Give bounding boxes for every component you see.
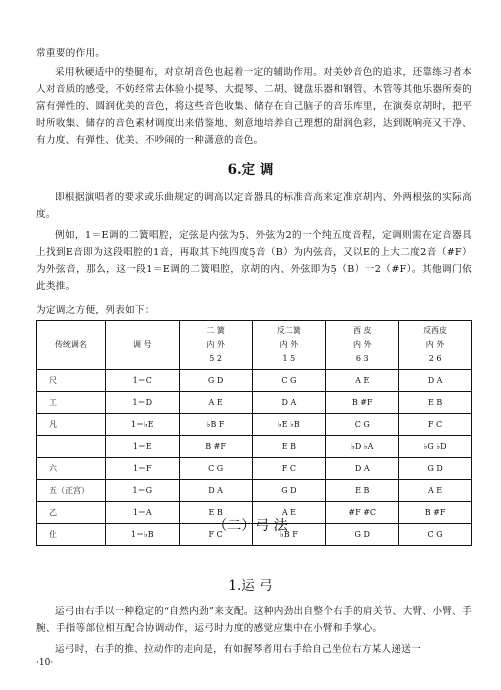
row-cell: G D <box>252 480 326 502</box>
row-cell: A E <box>326 370 399 392</box>
row-key: 1＝C <box>105 370 179 392</box>
row-cell: B #F <box>326 392 399 414</box>
group-sub: 内 外 <box>206 340 225 349</box>
group-sub: 内 外 <box>425 340 445 349</box>
row-cell: ♭D ♭A <box>326 436 399 458</box>
table-row <box>37 414 472 436</box>
paragraph: 运弓时，右手的推、拉动作的走向是，有如握琴者用右手给自己坐位右方某人递送一 <box>55 644 422 655</box>
row-cell: G D <box>179 370 252 392</box>
row-name <box>37 436 106 458</box>
table-row <box>37 480 472 502</box>
table-header-row <box>37 321 472 370</box>
group-nums: 2 6 <box>428 354 442 363</box>
row-key: 1＝♭B <box>105 524 179 546</box>
group-name: 反二簧 <box>276 326 301 335</box>
row-cell: G D <box>326 524 399 546</box>
group-sub: 内 外 <box>352 340 372 349</box>
page-number: ·10· <box>36 658 54 668</box>
group-name: 二 簧 <box>206 326 225 335</box>
table-header-key: 调 号 <box>105 321 179 370</box>
row-name: 工 <box>37 392 106 414</box>
table-row <box>37 392 472 414</box>
row-cell: A E <box>399 480 472 502</box>
row-cell: C G <box>399 524 472 546</box>
row-name: 尺 <box>37 370 106 392</box>
table-row <box>37 436 472 458</box>
section-title: 1.运 弓 <box>228 578 273 594</box>
paragraph: 即根据演唱者的要求或乐曲规定的调高以定音器具的标准音高来定准京胡内、外两根弦的实际高度。 <box>36 192 472 220</box>
row-cell: A E <box>179 392 252 414</box>
group-nums: 6 3 <box>355 354 369 363</box>
row-cell: F C <box>179 524 252 546</box>
table-row <box>37 370 472 392</box>
row-name: 仩 <box>37 524 106 546</box>
row-name: 乙 <box>37 502 106 524</box>
paragraph: 采用秋硬适中的垫腿布，对京胡音色也起着一定的辅助作用。对美妙音色的追求，还靠练习者本人对音质的感受，不妨经常去体验小提琴、大提琴、二胡、键盘乐器和钢管、木管等其他乐器所奏的富有弹性的、圆润优美的音色，将这些音色收集、储存在自己脑子的音乐库里，在演奏京胡时，把平时所收集、储存的音色素材调度出来借鉴地、刻意地培养自己理想的甜润色彩，达到既响亮又干净、有力度、有弹性、优美、不吵闹的一种潇意的音色。 <box>36 67 472 146</box>
row-cell: #F #C <box>326 502 399 524</box>
row-cell: ♭B F <box>179 414 252 436</box>
row-key: 1＝♭E <box>105 414 179 436</box>
row-cell: F C <box>252 458 326 480</box>
row-cell: ♭G ♭D <box>399 436 472 458</box>
row-cell: D A <box>252 392 326 414</box>
paragraph: 运弓由右手以一种稳定的“自然内劲”来支配。这种内劲出自整个右手的肩关节、大臂、小臂、手腕、手指等部位相互配合协调动作，运弓时力度的感觉应集中在小臂和手掌心。 <box>36 606 472 634</box>
group-nums: 1 5 <box>282 354 296 363</box>
table-header-group <box>326 321 399 370</box>
row-key: 1＝G <box>105 480 179 502</box>
group-sub: 内 外 <box>279 340 299 349</box>
row-cell: G D <box>399 458 472 480</box>
paragraph: 例如，1＝E调的二簧唱腔，定弦是内弦为5̣、外弦为2的一个纯五度音程，定调则需在定音器具上找到E音即为这段唱腔的1音，再取其下纯四度5̣音（B）为内弦音，又以E的上大二度2音（#F）为外弦音，那么，这一段1＝E调的二簧唱腔，京胡的内、外弦即为5̣（B）一2（#F）。其他调门依此类推。 <box>36 230 472 292</box>
row-key: 1＝A <box>105 502 179 524</box>
group-nums: 5 2 <box>209 354 222 363</box>
row-cell: E B <box>326 480 399 502</box>
row-cell: E B <box>399 392 472 414</box>
row-cell: D A <box>399 370 472 392</box>
table-row <box>37 458 472 480</box>
row-cell: D A <box>179 480 252 502</box>
row-name: 五（正宫） <box>37 480 106 502</box>
group-name: 西 皮 <box>352 326 372 335</box>
row-cell: E B <box>252 436 326 458</box>
group-name: 反西皮 <box>423 326 448 335</box>
row-cell: C G <box>179 458 252 480</box>
row-key: 1＝F <box>105 458 179 480</box>
row-cell: B #F <box>399 502 472 524</box>
row-cell: E B <box>179 502 252 524</box>
row-cell: A E <box>252 502 326 524</box>
row-name: 六 <box>37 458 106 480</box>
row-cell: D A <box>326 458 399 480</box>
row-cell: ♭B F <box>252 524 326 546</box>
row-cell: F C <box>399 414 472 436</box>
row-cell: ♭E ♭B <box>252 414 326 436</box>
chapter-title: （二）弓 法 <box>213 518 288 534</box>
table-header-traditional-name: 传统调名 <box>37 321 106 370</box>
row-cell: C G <box>252 370 326 392</box>
row-cell: B #F <box>179 436 252 458</box>
row-name: 凡 <box>37 414 106 436</box>
section-title: 6.定 调 <box>227 162 274 178</box>
row-key: 1＝E <box>105 436 179 458</box>
row-cell: C G <box>326 414 399 436</box>
tuning-table <box>36 320 472 546</box>
table-header-group <box>179 321 252 370</box>
paragraph: 为定调之方便，列表如下： <box>36 305 155 316</box>
paragraph: 常重要的作用。 <box>36 48 106 59</box>
row-key: 1＝D <box>105 392 179 414</box>
table-header-group <box>399 321 472 370</box>
table-header-group <box>252 321 326 370</box>
